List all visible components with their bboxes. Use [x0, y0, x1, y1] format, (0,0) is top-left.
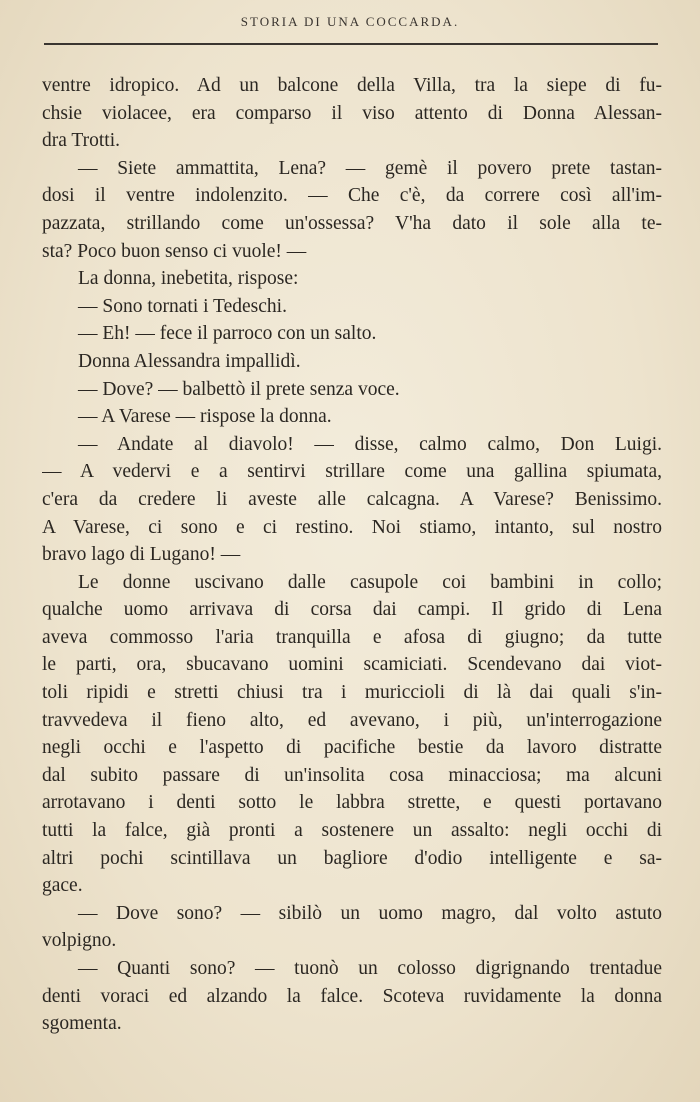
body-text: [42, 72, 662, 1038]
text-line: — Eh! — fece il parroco con un salto.: [78, 323, 377, 345]
text-line: dal subito passare di un'insolita cosa minacciosa; ma alcuni: [42, 764, 662, 786]
text-line: chsie violacee, era comparso il viso attento di Donna Alessan-: [42, 102, 662, 124]
text-line: bravo lago di Lugano! —: [42, 544, 241, 566]
text-line: A Varese, ci sono e ci restino. Noi stiamo, intanto, sul nostro: [42, 516, 662, 538]
text-line: — A vedervi e a sentirvi strillare come una gallina spiumata,: [42, 461, 662, 483]
text-line: — Quanti sono? — tuonò un colosso digrignando trentadue: [78, 958, 662, 979]
text-line: Donna Alessandra impallidì.: [78, 350, 301, 372]
text-line: ventre idropico. Ad un balcone della Villa, tra la siepe di fu-: [42, 75, 662, 96]
text-line: La donna, inebetita, rispose:: [78, 268, 299, 290]
text-line: — Sono tornati i Tedeschi.: [78, 295, 287, 317]
text-line: volpigno.: [42, 930, 117, 952]
text-line: arrotavano i denti sotto le labbra strette, e questi portavano: [42, 792, 662, 814]
text-line: travvedeva il fieno alto, ed avevano, i più, un'interrogazione: [42, 709, 662, 731]
text-line: dra Trotti.: [42, 130, 121, 152]
text-line: qualche uomo arrivava di corsa dai campi. Il grido di Lena: [42, 599, 662, 621]
text-line: negli occhi e l'aspetto di pacifiche bestie da lavoro distratte: [42, 737, 662, 759]
text-line: aveva commosso l'aria tranquilla e afosa di giugno; da tutte: [42, 626, 662, 648]
text-line: altri pochi scintillava un bagliore d'odio intelligente e sa-: [42, 847, 662, 869]
running-head: STORIA DI UNA COCCARDA.: [240, 14, 460, 29]
text-line: toli ripidi e stretti chiusi tra i muriccioli di là dai quali s'in-: [42, 682, 662, 704]
text-line: — Dove sono? — sibilò un uomo magro, dal volto astuto: [78, 902, 662, 924]
text-line: denti voraci ed alzando la falce. Scoteva ruvidamente la donna: [42, 985, 662, 1007]
header-rule: [44, 43, 658, 45]
text-line: dosi il ventre indolenzito. — Che c'è, da correre così all'im-: [42, 185, 662, 207]
text-line: sgomenta.: [42, 1013, 122, 1035]
text-line: Le donne uscivano dalle casupole coi bambini in collo;: [78, 571, 662, 593]
text-line: gace.: [42, 875, 83, 897]
text-line: — Andate al diavolo! — disse, calmo calmo, Don Luigi.: [78, 433, 662, 455]
text-line: — Siete ammattita, Lena? — gemè il povero prete tastan-: [78, 157, 662, 179]
text-line: sta? Poco buon senso ci vuole! —: [42, 240, 307, 262]
text-line: pazzata, strillando come un'ossessa? V'ha dato il sole alla te-: [42, 212, 662, 234]
text-line: tutti la falce, già pronti a sostenere un assalto: negli occhi di: [42, 820, 662, 842]
text-line: le parti, ora, sbucavano uomini scamiciati. Scendevano dai viot-: [42, 654, 662, 676]
text-line: — Dove? — balbettò il prete senza voce.: [78, 378, 400, 400]
text-line: c'era da credere li aveste alle calcagna. A Varese? Benissimo.: [42, 488, 662, 510]
text-line: — A Varese — rispose la donna.: [78, 406, 332, 428]
